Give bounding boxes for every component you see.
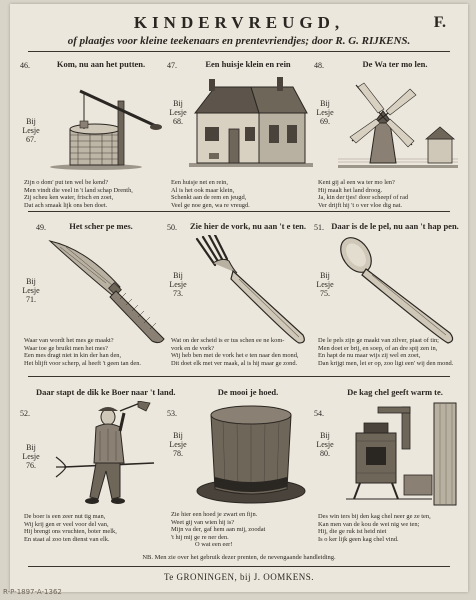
lesje-reference: Bij Lesje 75.: [316, 271, 334, 298]
plate-verse: Een huisje net en rein, Al is het ook maar klein, Schenkt aan de rem en jeugd, Veel ge noe gen, wa re vreugd.: [171, 179, 250, 209]
inventory-stamp: R-P-1897-A-1362: [3, 588, 62, 596]
plate-number: 51.: [314, 223, 324, 232]
plate-53: [167, 387, 313, 547]
lesje-reference: Bij Lesje 71.: [22, 277, 40, 304]
plate-verse: Wat on der scheid is er tus schen ee ne kom- vork en de vork? Wij heb ben met de vork het e ten naar den mond, Dit doet elk met ver maak, al is hij maar ge zond.: [171, 337, 299, 367]
plate-title: De kag chel geeft warm te.: [347, 387, 443, 397]
usage-note: NB. Men zie over het gebruik dezer prenten, de nevengaande handleiding.: [142, 554, 336, 561]
lesje-reference: Bij Lesje 80.: [316, 431, 334, 458]
fork-illustration: [193, 235, 313, 345]
well-illustration: [46, 71, 166, 171]
plate-title: De mooi je hoed.: [217, 387, 279, 397]
plate-verse: Waar van wordt het mes ge maakt? Waar toe ge bruikt men het mes? Een mes dragt niet in kin der han den, Het blijft voor scherp, al heeft 't geen tan den.: [24, 337, 142, 367]
spoon-illustration: [338, 235, 460, 345]
plate-number: 50.: [167, 223, 177, 232]
cottage-illustration: [189, 71, 313, 171]
print-sheet: [10, 4, 468, 592]
stove-illustration: [338, 399, 458, 509]
plate-47: [167, 59, 313, 209]
farmer-illustration: [54, 401, 164, 511]
windmill-illustration: [338, 71, 458, 171]
plate-49: [20, 221, 166, 371]
plate-51: [314, 221, 460, 371]
plate-title: Kom, nu aan het putten.: [56, 59, 146, 69]
lesje-reference: Bij Lesje 68.: [169, 99, 187, 126]
plate-number: 53.: [167, 409, 177, 418]
page-title: KINDERVREUGD,: [133, 13, 345, 32]
plate-verse: Zijn o dom' put ten wel be kend? Men vindt die veel in 't land schap Drenth, Zij scheu ken water, frisch en zoet, Dat ach smaak lijk ons ben doet.: [24, 179, 133, 209]
lesje-reference: Bij Lesje 76.: [22, 443, 40, 470]
row-divider: [28, 376, 450, 377]
plate-verse: Kent gij al een wa ter mo len? Hij maalt het land droog. Ja, kin der tjes! door scheepf of rad Ver drijft hij 't o ver vloe dig nat.: [318, 179, 409, 209]
plate-title: Daar stapt de dik ke Boer naar 't land.: [36, 387, 176, 397]
plate-title: Daar is de le pel, nu aan 't hap pen.: [331, 221, 459, 231]
footer-rule: [28, 566, 450, 567]
page-subtitle: of plaatjes voor kleine teekenaars en prentevriendjes; door R. G. RIJKENS.: [67, 35, 411, 47]
plate-46: [20, 59, 166, 209]
plate-title: De Wa ter mo len.: [362, 59, 428, 69]
plate-number: 52.: [20, 409, 30, 418]
plate-number: 48.: [314, 61, 324, 70]
lesje-reference: Bij Lesje 69.: [316, 99, 334, 126]
lesje-reference: Bij Lesje 78.: [169, 431, 187, 458]
plate-title: Een huisje klein en rein: [205, 59, 291, 69]
plate-number: 46.: [20, 61, 30, 70]
plate-50: [167, 221, 313, 371]
row-divider: [28, 211, 450, 212]
top-hat-illustration: [193, 403, 309, 507]
lesje-reference: Bij Lesje 73.: [169, 271, 187, 298]
sheet-letter: F.: [433, 14, 446, 31]
plate-title: Zie hier de vork, nu aan 't e ten.: [189, 221, 306, 231]
plate-number: 47.: [167, 61, 177, 70]
lesje-reference: Bij Lesje 67.: [22, 117, 40, 144]
plate-number: 49.: [36, 223, 46, 232]
plate-verse: De boer is een zeer nut tig man, Wij krij gen er veel voor del van, Hij brengt ons vruchten, boter melk, En staat al zoo ten dienst van elk.: [24, 513, 117, 543]
knife-illustration: [46, 235, 166, 345]
publisher-footer: Te GRONINGEN, bij J. OOMKENS.: [163, 572, 315, 582]
plate-number: 54.: [314, 409, 324, 418]
plate-verse: De le pels zijn ge maakt van zilver, piaat of tin; Men doet er brij, en soep, of an dre spij zen in, En hapt de nu maar wijs zij wel en zoet, Dan krijgt men, let er op, zoo ligt een' wij den mond.: [318, 337, 454, 367]
header-rule: [28, 51, 450, 52]
plate-verse: Des win ters bij den kag chel neer ge ze ten, Kan men van de kou de wei nig we ten; Hij, die ge ruk ist heid niet Is o ker lijk geen kag chel vind.: [318, 513, 431, 543]
plate-verse: Zie hier een hoed je zwart en fijn. Weet gij van wien hij is? Mijn va der, gaf hem aan mij, zoodat 't hij mij ge re ner den. O wat een eer!: [171, 511, 266, 549]
plate-48: [314, 59, 460, 209]
plate-title: Het scher pe mes.: [69, 221, 133, 231]
plate-54: [314, 387, 460, 547]
